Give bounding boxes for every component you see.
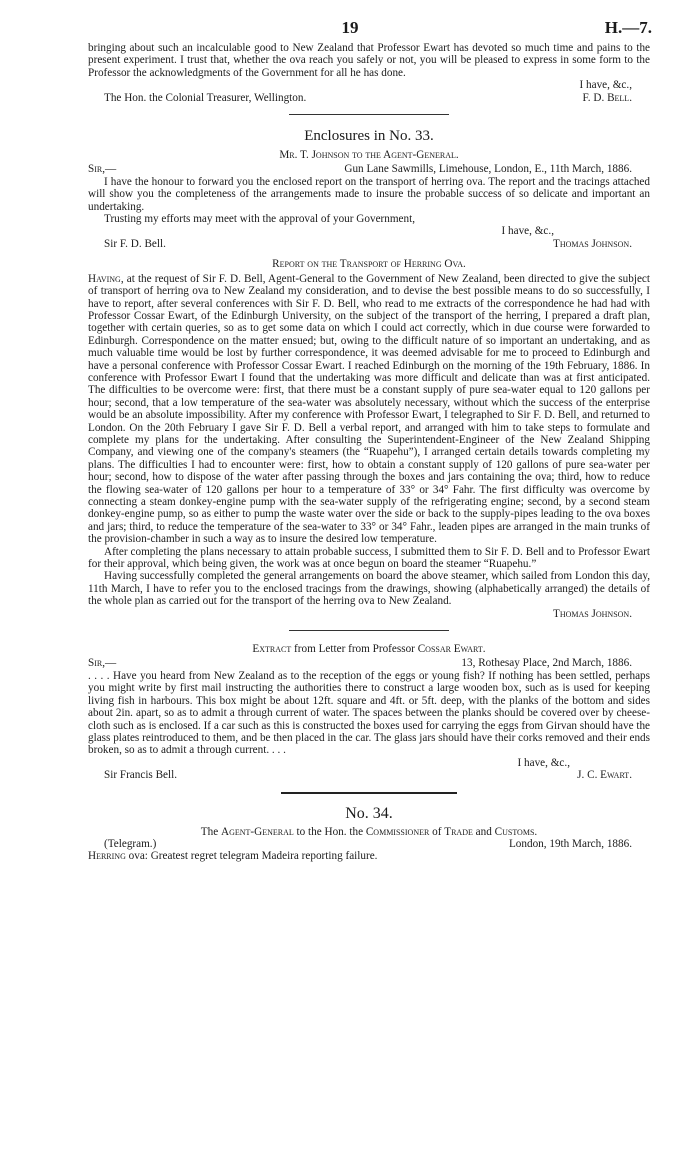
report-para3: Having successfully completed the general arrangements on board the above steamer, which sailed from London this day, 11th March, I have to refer you to the enclosed tracings from the drawings, showing (alphabetically arranged) the details of the whole plan as carried out for the transport of the herring ova to New Zealand. [88,570,650,608]
report-para1 [88,273,650,546]
no34-title-b: Agent-General [220,825,294,838]
extract-addressee-row [88,769,650,781]
extract-title [88,643,650,655]
extract-title-name: Cossar Ewart. [417,643,486,656]
letter1-place-date: Gun Lane Sawmills, Limehouse, London, E., 11th March, 1886. [344,163,632,176]
section-divider [289,114,449,115]
letter1-signature: Thomas Johnson. [552,237,632,250]
letter1-header-row [88,163,650,175]
intro-addressee: The Hon. the Colonial Treasurer, Wellington. [104,91,307,104]
no34-lead-word: Herring [88,850,126,863]
report-signature: Thomas Johnson. [552,607,632,620]
extract-header-row [88,657,650,669]
enclosures-heading: Enclosures in No. 33. [304,128,434,145]
report-para2: After completing the plans necessary to attain probable success, I submitted them to Sir F. D. Bell and to Professor Ewart for their approval, which being given, the work was at once begun on board the steamer “Ruapehu.” [88,545,650,571]
extract-place-date: 13, Rothesay Place, 2nd March, 1886. [461,657,632,670]
no34-heading: No. 34. [345,804,393,822]
major-divider [281,792,457,794]
intro-addressee-row [88,92,650,104]
letter1-body: I have the honour to forward you the enclosed report on the transport of herring ova. The report and the tracings attached will show you the completeness of the arrangements made to insure the probable success of so delicate and important an undertaking. [88,175,650,213]
extract-closing: I have, &c., [517,756,570,769]
extract-closing-row [88,757,650,769]
extract-addressee: Sir Francis Bell. [104,769,178,782]
no34-title-c: to the Hon. the [293,825,366,838]
extract-title-lead: Extract [252,643,292,656]
extract-body: . . . . Have you heard from New Zealand as to the reception of the eggs or young fish? If nothing has been settled, perhaps you might write by first mail instructing the authorities there to construct a large wooden box, such as is used for keeping living fish in harbours. This box might be about 12ft. square and 4ft. or 5ft. deep, with the planks of the bottom and sides about 2in. apart, so as to admit a through current of water. The spaces between the planks should be covered over by cheese-cloth such as is enclosed. If a car such as this is constructed the boxes used for carrying the eggs from Girvan should have the glass plates reintroduced to them, and be then placed in the car. The glass jars should have their corks removed and their ends broken, so as to admit a through current. . . . [88,669,651,757]
letter1-addressee: Sir F. D. Bell. [104,237,166,250]
document-reference: H.—7. [604,18,652,37]
intro-closing: I have, &c., [579,79,632,92]
section-divider-2 [289,630,449,631]
report-signature-row [88,608,650,620]
intro-paragraph: bringing about such an incalculable good to New Zealand that Professor Ewart has devoted so much time and pains to the present experiment. I trust that, whether the ova reach you safely or not, you will be pleased to express in some form to the Professor the acknowledgments of the Government for all he has done. [88,42,650,79]
report-para1-text: , at the request of Sir F. D. Bell, Agent-General to the Government of New Zealand, been directed to give the subject of transport of herring ova to New Zealand my consideration, and to devise the best possible means to do so successfully, I have to report, after several conferences with Sir F. D. Bell, who read to me extracts of the correspondence he had had with Professor Cossar Ewart, of the Edinburgh University, on the subject of the transport of the herring, I prepared a draft plan, together with certain queries, so as to get some data on which I could act correctly, which in due course were forwarded to Edinburgh. Correspondence on the matter ensued; but, owing to the difficult nature of so important an undertaking, and as much valuable time would be lost by further correspondence, it was deemed advisable for me to proceed to Edinburgh and have a personal conference with Professor Cossar Ewart. I reached Edinburgh on the morning of the 19th February, 1886. In conference with Professor Ewart I found that the undertaking was more difficult and delicate than was at first anticipated. The difficulties to be overcome were: first, that there must be a constant supply of pure sea-water equal to 120 gallons per hour; second, that a low temperature of the sea-water was absolutely necessary, without which the success of the enterprise would be an absolute impossibility. After my conference with Professor Ewart, I telegraphed to Sir F. D. Bell, and returned to London. On the 20th February I gave Sir F. D. Bell a verbal report, and arranged with him to take steps to formulate and complete my plans for the undertaking. After consulting the Superintendent-Engineer of the New Zealand Shipping Company, and viewing one of the company's steamers (the “Ruapehu”), I arranged certain details towards completing my plans. The difficulties I had to encounter were: first, how to obtain a constant supply of 120 gallons of pure sea-water per hour; second, how to dispose of the water after passing through the boxes and jars containing the ova; third, how to reduce the flowing sea-water of 120 gallons per hour to a temperature of 33° or 34° Fahr. The first difficulty was overcome by connecting a steam donkey-engine pump with the sea-water supply of the refrigerating engine; second, by a second steam donkey-engine pump, so as either to pump the waste water over the side or back to the supply-pipes leading to the ova boxes and jars; third, to reduce the temperature of the sea-water to 33° or 34° Fahr., leaden pipes are arranged in the main trunks of the provision-chamber in such a way as to insure the desired low temperature. [88,272,650,546]
no34-title-d: Commissioner [365,825,430,838]
intro-signature: F. D. Bell. [582,91,632,104]
no34-telegram: (Telegram.) [104,837,157,850]
report-lead-word: Having [88,272,121,285]
no34-title-f: Trade [444,825,473,838]
letter1-title: Mr. T. Johnson to the Agent-General. [279,149,459,162]
no34-message-text: ova: Greatest regret telegram Madeira reporting failure. [125,850,378,863]
letter1-addressee-row [88,238,650,250]
letter1-closing-row [88,225,650,237]
no34-message [88,850,650,862]
extract-signature: J. C. Ewart. [577,769,632,782]
extract-title-mid: from Letter from Professor [291,643,418,656]
intro-closing-row [88,79,650,91]
no34-title [88,826,650,838]
no34-header-row [88,838,650,850]
no34-title-e: of [429,825,445,838]
no34-title-a: The [200,825,221,838]
extract-salutation: Sir,— [88,657,117,670]
report-title: Report on the Transport of Herring Ova. [272,258,466,271]
letter1-closing: I have, &c., [501,225,554,238]
no34-title-g: and [472,825,495,838]
letter1-salutation: Sir,— [88,163,117,176]
page-number: 19 [341,18,359,37]
letter1-body2: Trusting my efforts may meet with the approval of your Government, [104,213,416,226]
no34-place-date: London, 19th March, 1886. [508,837,632,850]
no34-title-h: Customs. [494,825,538,838]
